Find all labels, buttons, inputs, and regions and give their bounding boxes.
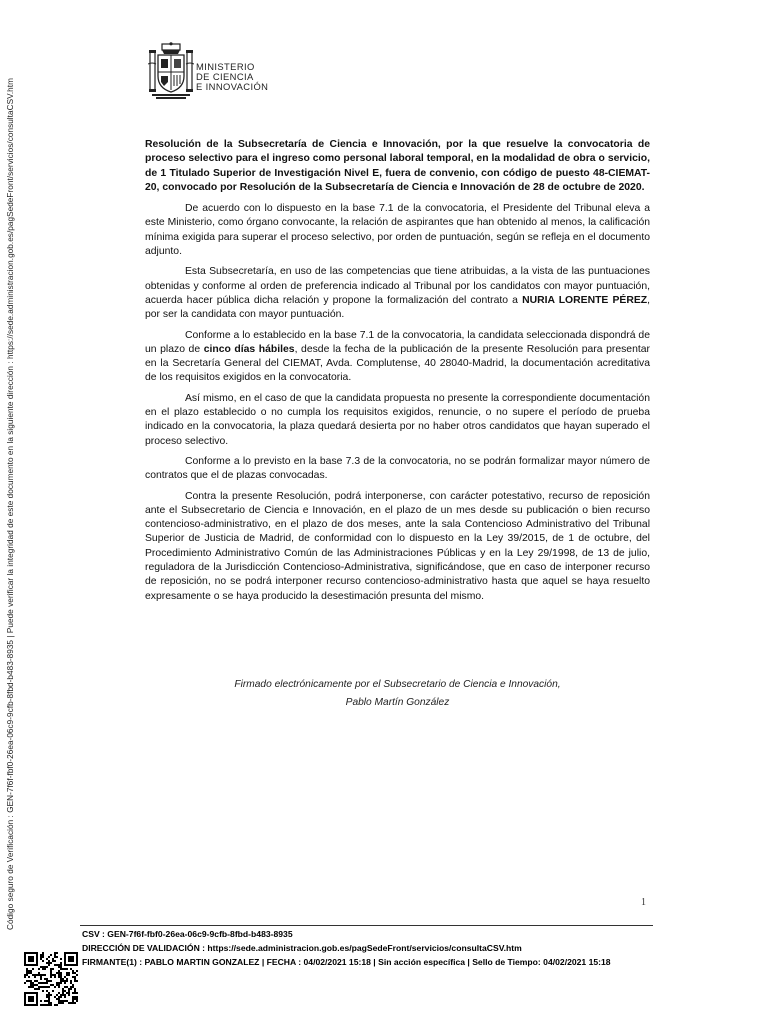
ministry-line-3: E INNOVACIÓN — [196, 81, 269, 92]
page-number: 1 — [641, 897, 646, 908]
paragraph-2-text: Esta Subsecretaría, en uso de las competencias que tiene atribuidas, a la vista de las puntuaciones obtenidas y conforme al orden de preferencia indicado al Tribunal por los candidatos con mayor puntuación, acuerda hacer pública dicha relación y propone la formalización del contrato a — [145, 266, 650, 306]
candidate-name: NURIA LORENTE PÉREZ — [522, 294, 648, 306]
side-verification-text: Código seguro de Verificación : GEN-7f6f-fbf0-26ea-06c9-9cfb-8fbd-b483-8935 | Puede verificar la integridad de este documento en la siguiente dirección : https://sede.administracion.gob.es/pagSedeFront/servicios/consultaCSV.htm — [6, 78, 15, 930]
coat-of-arms-icon — [148, 42, 194, 102]
footer-divider — [80, 925, 653, 926]
paragraph-5: Conforme a lo previsto en la base 7.3 de la convocatoria, no se podrán formalizar mayor número de contratos que el de plazas convocadas. — [145, 455, 650, 482]
paragraph-3-text: Conforme a lo establecido en la base 7.1 de la convocatoria, la candidata seleccionada dispondrá de un plazo de — [145, 329, 650, 355]
paragraph-2-end: , por ser la candidata con mayor puntuación. — [145, 294, 651, 321]
paragraph-3 — [145, 329, 650, 386]
paragraph-1: De acuerdo con lo dispuesto en la base 7.1 de la convocatoria, el Presidente del Tribunal eleva a este Ministerio, como órgano convocante, la relación de aspirantes que han obtenido al menos, la calificación mínima exigida para superar el proceso selectivo, por orden de puntuación, según se refleja en el documento adjunto. — [145, 203, 650, 258]
footer-csv: CSV : GEN-7f6f-fbf0-26ea-06c9-9cfb-8fbd-b483-8935 — [82, 929, 293, 939]
deadline-emphasis: cinco días hábiles — [203, 343, 295, 355]
paragraph-2 — [145, 265, 650, 322]
document-body — [145, 138, 650, 610]
paragraph-6: Contra la presente Resolución, podrá interponerse, con carácter potestativo, recurso de reposición ante el Subsecretario de Ciencia e Innovación, en el plazo de un mes desde su publicación o bien recurso contencioso-administrativo, en el plazo de dos meses, ante la sala Contencioso Administrativo del Tribunal Superior de Justicia de Madrid, de conformidad con lo dispuesto en la Ley 39/2015, de 1 de octubre, del Procedimiento Administrativo Común de las Administraciones Públicas y en la Ley 29/1998, de 13 de julio, reguladora de la Jurisdicción Contencioso-Administrativa, significándose, que en caso de interponer recurso de reposición, no se podrá interponer recurso contencioso-administrativo hasta que aquel se haya resuelto expresamente o se haya producido la desestimación presunta del mismo. — [145, 490, 650, 602]
footer-signer: FIRMANTE(1) : PABLO MARTIN GONZALEZ | FECHA : 04/02/2021 15:18 | Sin acción específica | Sello de Tiempo: 04/02/2021 15:18 — [82, 957, 611, 968]
ministry-line-2: DE CIENCIA — [196, 71, 254, 82]
signature-line-1: Firmado electrónicamente por el Subsecretario de Ciencia e Innovación, — [234, 679, 561, 690]
resolution-title: Resolución de la Subsecretaría de Ciencia e Innovación, por la que resuelve la convocatoria de proceso selectivo para el ingreso como personal laboral temporal, en la modalidad de obra o servicio, de 1 Titulado Superior de Investigación Nivel E, fuera de convenio, con código de puesto 48-CIEMAT-20, convocado por Resolución de la Subsecretaría de Ciencia e Innovación de 28 de octubre de 2020. — [145, 139, 650, 193]
signature-name: Pablo Martín González — [345, 697, 450, 708]
paragraph-4: Así mismo, en el caso de que la candidata propuesta no presente la correspondiente documentación en el plazo establecido o no cumpla los requisitos exigidos, renuncie, o no supere el período de prueba indicado en la convocatoria, la plaza quedará desierta por no haber otros candidatos que hayan superado el proceso selectivo. — [145, 392, 650, 447]
footer-validation — [82, 927, 611, 970]
ministry-name — [196, 62, 268, 92]
qr-code-icon — [24, 952, 78, 1006]
footer-validation-url[interactable]: DIRECCIÓN DE VALIDACIÓN : https://sede.administracion.gob.es/pagSedeFront/servicios/consultaCSV.htm — [82, 943, 522, 954]
signature-block — [145, 676, 650, 712]
paragraph-3-end: , desde la fecha de la publicación de la presente Resolución para presentar en la Secretaría General del CIEMAT, Avda. Complutense, 40 28040-Madrid, la documentación acreditativa de los requisitos exigidos en la convocatoria. — [145, 343, 650, 384]
ministry-line-1: MINISTERIO — [196, 61, 255, 72]
